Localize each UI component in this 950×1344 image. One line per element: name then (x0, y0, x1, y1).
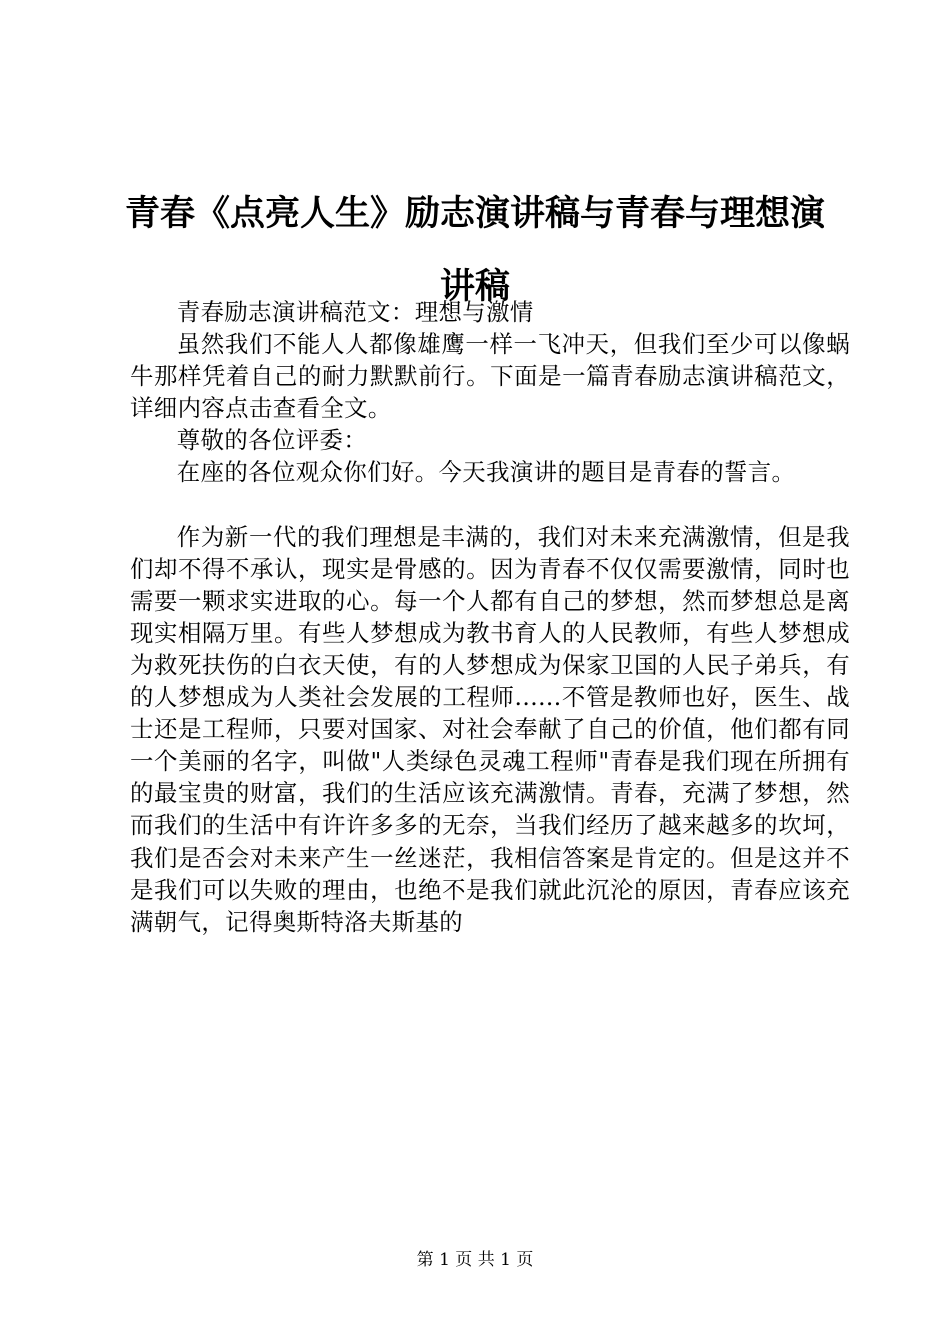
page-title: 青春《点亮人生》励志演讲稿与青春与理想演讲稿 (124, 194, 825, 307)
paragraph-intro: 虽然我们不能人人都像雄鹰一样一飞冲天，但我们至少可以像蜗牛那样凭着自己的耐力默默前行。下面是一篇青春励志演讲稿范文，详细内容点击查看全文。 (130, 330, 850, 423)
paragraph-subtitle: 青春励志演讲稿范文：理想与激情 (176, 298, 534, 326)
paragraph-greeting: 在座的各位观众你们好。今天我演讲的题目是青春的誓言。 (176, 458, 796, 487)
paragraph-main: 作为新一代的我们理想是丰满的，我们对未来充满激情，但是我们却不得不承认，现实是骨感的。因为青春不仅仅需要激情，同时也需要一颗求实进取的心。每一个人都有自己的梦想，然而梦想总是离现实相隔万里。有些人梦想成为教书育人的人民教师，有些人梦想成为救死扶伤的白衣天使，有的人梦想成为保家卫国的人民子弟兵，有的人梦想成为人类社会发展的工程师......不管是教师也好，医生、战士还是工程师，只要对国家、对社会奉献了自己的价值，他们都有同一个美丽的名字，叫做"人类绿色灵魂工程师"青春是我们现在所拥有的最宝贵的财富，我们的生活应该充满激情。青春，充满了梦想，然而我们的生活中有许许多多的无奈，当我们经历了越来越多的坎坷，我们是否会对未来产生一丝迷茫，我相信答案是肯定的。但是这并不是我们可以失败的理由，也绝不是我们就此沉沦的原因，青春应该充满朝气，记得奥斯特洛夫斯基的 (130, 522, 850, 936)
document-body (130, 296, 850, 938)
paragraph-salutation: 尊敬的各位评委： (176, 426, 368, 455)
page-number-footer: 第 1 页 共 1 页 (416, 1250, 534, 1270)
